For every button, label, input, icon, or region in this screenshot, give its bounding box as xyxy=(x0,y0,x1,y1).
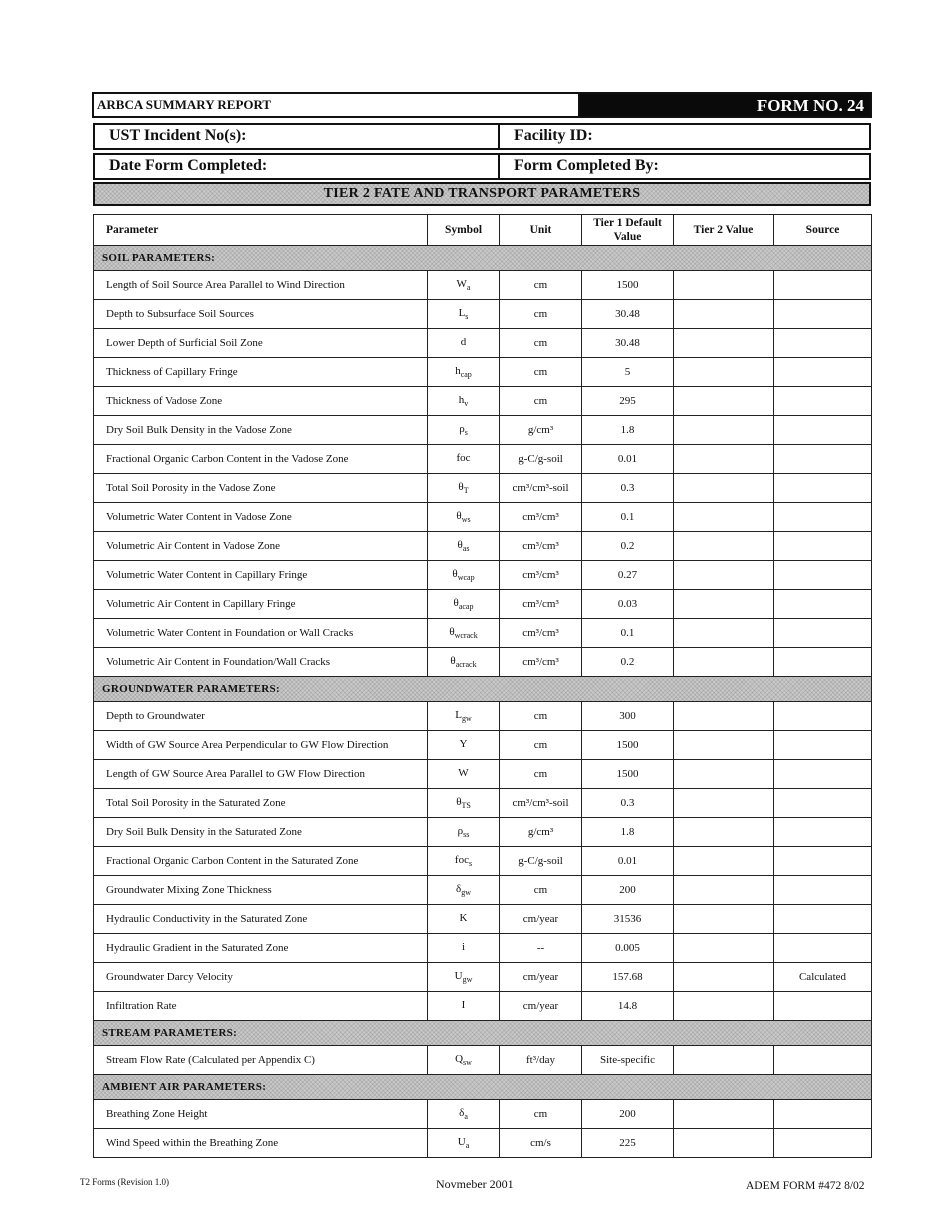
tier2-value-cell[interactable] xyxy=(674,818,774,847)
source-cell[interactable] xyxy=(774,445,872,474)
tier1-default-value: 1.8 xyxy=(582,416,674,445)
parameter-unit: ft³/day xyxy=(500,1046,582,1075)
tier2-value-cell[interactable] xyxy=(674,532,774,561)
symbol-main: foc xyxy=(454,853,469,866)
symbol-subscript: a xyxy=(466,283,471,293)
parameter-symbol xyxy=(428,847,500,876)
parameter-unit: cm xyxy=(500,760,582,789)
symbol-main: h xyxy=(458,393,465,406)
symbol-main: θ xyxy=(456,795,462,808)
parameter-unit: g-C/g-soil xyxy=(500,847,582,876)
parameter-row xyxy=(94,358,872,387)
symbol-subscript: as xyxy=(462,544,470,554)
tier2-value-cell[interactable] xyxy=(674,271,774,300)
symbol-main: θ xyxy=(456,509,462,522)
parameter-name: Dry Soil Bulk Density in the Vadose Zone xyxy=(94,416,428,445)
tier2-value-cell[interactable] xyxy=(674,963,774,992)
tier1-default-value: 0.005 xyxy=(582,934,674,963)
tier1-default-value: 295 xyxy=(582,387,674,416)
parameter-name: Volumetric Air Content in Vadose Zone xyxy=(94,532,428,561)
parameter-row xyxy=(94,963,872,992)
symbol-main: θ xyxy=(457,538,463,551)
parameter-symbol xyxy=(428,329,500,358)
source-cell[interactable] xyxy=(774,1100,872,1129)
source-cell[interactable] xyxy=(774,934,872,963)
tier1-default-value: 1500 xyxy=(582,760,674,789)
tier2-value-cell[interactable] xyxy=(674,445,774,474)
tier1-default-value: 300 xyxy=(582,702,674,731)
facility-id-label: Facility ID: xyxy=(514,127,593,144)
column-header-row xyxy=(94,215,872,246)
tier1-default-value: 30.48 xyxy=(582,329,674,358)
tier2-value-cell[interactable] xyxy=(674,503,774,532)
tier2-value-cell[interactable] xyxy=(674,1046,774,1075)
parameter-row xyxy=(94,590,872,619)
parameter-unit: cm³/cm³-soil xyxy=(500,789,582,818)
symbol-main: θ xyxy=(449,625,455,638)
parameter-unit: cm xyxy=(500,876,582,905)
symbol-subscript: gw xyxy=(462,975,473,985)
symbol-main: K xyxy=(459,911,468,924)
col-source: Source xyxy=(774,215,872,246)
parameter-name: Groundwater Mixing Zone Thickness xyxy=(94,876,428,905)
parameter-symbol xyxy=(428,760,500,789)
parameter-row xyxy=(94,329,872,358)
parameter-row xyxy=(94,445,872,474)
ust-incident-box xyxy=(93,123,500,150)
source-cell[interactable] xyxy=(774,590,872,619)
source-cell[interactable] xyxy=(774,561,872,590)
symbol-main: I xyxy=(461,998,466,1011)
parameter-row xyxy=(94,300,872,329)
parameter-unit: cm/year xyxy=(500,963,582,992)
parameter-symbol xyxy=(428,532,500,561)
ust-incident-label: UST Incident No(s): xyxy=(109,127,247,144)
symbol-subscript: ws xyxy=(461,515,471,525)
parameter-unit: -- xyxy=(500,934,582,963)
symbol-main: θ xyxy=(452,567,458,580)
tier1-default-value: 0.2 xyxy=(582,648,674,677)
completed-by-box xyxy=(498,153,871,180)
symbol-main: W xyxy=(456,277,467,290)
tier1-default-value: 200 xyxy=(582,1100,674,1129)
parameter-unit: cm³/cm³ xyxy=(500,590,582,619)
footer-form-number: ADEM FORM #472 8/02 xyxy=(746,1180,865,1192)
symbol-main: U xyxy=(457,1135,466,1148)
tier1-default-value: 30.48 xyxy=(582,300,674,329)
parameter-unit: cm/s xyxy=(500,1129,582,1158)
tier1-default-value: 200 xyxy=(582,876,674,905)
tier1-default-value: 0.1 xyxy=(582,503,674,532)
symbol-subscript: wcap xyxy=(457,573,475,583)
parameter-row xyxy=(94,503,872,532)
parameter-symbol xyxy=(428,1129,500,1158)
symbol-main: h xyxy=(455,364,461,377)
parameter-name: Breathing Zone Height xyxy=(94,1100,428,1129)
tier2-value-cell[interactable] xyxy=(674,731,774,760)
parameter-name: Length of Soil Source Area Parallel to Wind Direction xyxy=(94,271,428,300)
source-cell[interactable] xyxy=(774,416,872,445)
parameter-unit: cm xyxy=(500,271,582,300)
parameter-name: Wind Speed within the Breathing Zone xyxy=(94,1129,428,1158)
parameter-name: Depth to Subsurface Soil Sources xyxy=(94,300,428,329)
source-cell[interactable] xyxy=(774,1129,872,1158)
parameter-symbol xyxy=(428,619,500,648)
parameter-row xyxy=(94,934,872,963)
symbol-subscript: s xyxy=(465,312,469,322)
tier1-default-value: 31536 xyxy=(582,905,674,934)
symbol-main: Y xyxy=(459,737,468,750)
tier1-default-value: 0.1 xyxy=(582,619,674,648)
parameter-row xyxy=(94,905,872,934)
facility-id-box xyxy=(498,123,871,150)
tier2-value-cell[interactable] xyxy=(674,934,774,963)
symbol-subscript: T xyxy=(463,486,469,496)
tier1-default-value: 1500 xyxy=(582,731,674,760)
parameter-row xyxy=(94,876,872,905)
tier2-value-cell[interactable] xyxy=(674,905,774,934)
parameter-name: Volumetric Water Content in Vadose Zone xyxy=(94,503,428,532)
parameter-symbol xyxy=(428,416,500,445)
parameter-symbol xyxy=(428,474,500,503)
parameter-row xyxy=(94,847,872,876)
symbol-subscript: ss xyxy=(463,830,470,840)
symbol-main: d xyxy=(460,335,467,348)
parameter-name: Fractional Organic Carbon Content in the Vadose Zone xyxy=(94,445,428,474)
section-header-row xyxy=(94,1075,872,1100)
footer-revision: T2 Forms (Revision 1.0) xyxy=(80,1177,169,1187)
tier2-value-cell[interactable] xyxy=(674,590,774,619)
parameter-symbol xyxy=(428,731,500,760)
parameter-row xyxy=(94,561,872,590)
tier1-default-value: 0.27 xyxy=(582,561,674,590)
parameter-symbol xyxy=(428,702,500,731)
parameter-name: Volumetric Air Content in Foundation/Wall Cracks xyxy=(94,648,428,677)
source-cell[interactable] xyxy=(774,474,872,503)
parameter-name: Volumetric Air Content in Capillary Fringe xyxy=(94,590,428,619)
tier1-default-value: 1.8 xyxy=(582,818,674,847)
tier1-default-value: 225 xyxy=(582,1129,674,1158)
symbol-main: δ xyxy=(456,882,462,895)
source-cell[interactable] xyxy=(774,387,872,416)
source-cell[interactable] xyxy=(774,789,872,818)
parameter-symbol xyxy=(428,387,500,416)
parameter-symbol xyxy=(428,1046,500,1075)
tier1-default-value: 0.2 xyxy=(582,532,674,561)
tier2-value-cell[interactable] xyxy=(674,387,774,416)
parameter-symbol xyxy=(428,818,500,847)
tier1-default-value: 157.68 xyxy=(582,963,674,992)
parameter-unit: cm xyxy=(500,358,582,387)
parameter-name: Volumetric Water Content in Foundation or Wall Cracks xyxy=(94,619,428,648)
form-number-box xyxy=(578,92,872,118)
parameter-symbol xyxy=(428,590,500,619)
parameter-symbol xyxy=(428,503,500,532)
parameter-row xyxy=(94,760,872,789)
parameter-name: Infiltration Rate xyxy=(94,992,428,1021)
symbol-subscript: gw xyxy=(461,714,472,724)
parameter-unit: cm/year xyxy=(500,992,582,1021)
tier1-default-value: 14.8 xyxy=(582,992,674,1021)
footer-date: Novmeber 2001 xyxy=(436,1177,514,1191)
tier1-default-value: 0.03 xyxy=(582,590,674,619)
col-symbol: Symbol xyxy=(428,215,500,246)
symbol-main: θ xyxy=(458,480,464,493)
form-number: FORM NO. 24 xyxy=(756,96,864,115)
source-cell[interactable] xyxy=(774,876,872,905)
parameter-symbol xyxy=(428,1100,500,1129)
parameter-symbol xyxy=(428,271,500,300)
parameter-name: Fractional Organic Carbon Content in the Saturated Zone xyxy=(94,847,428,876)
symbol-subscript: cap xyxy=(460,370,472,380)
section-header-row xyxy=(94,246,872,271)
parameter-name: Hydraulic Gradient in the Saturated Zone xyxy=(94,934,428,963)
symbol-main: ρ xyxy=(459,422,465,435)
tier2-value-cell[interactable] xyxy=(674,847,774,876)
source-cell[interactable]: Calculated xyxy=(774,963,872,992)
tier2-value-cell[interactable] xyxy=(674,300,774,329)
parameter-unit: cm³/cm³ xyxy=(500,619,582,648)
parameter-unit: cm³/cm³ xyxy=(500,648,582,677)
symbol-subscript: v xyxy=(464,399,469,409)
section-banner xyxy=(93,182,871,206)
symbol-subscript: acap xyxy=(458,602,474,612)
parameter-row xyxy=(94,789,872,818)
parameter-unit: cm xyxy=(500,387,582,416)
source-cell[interactable] xyxy=(774,358,872,387)
parameter-symbol xyxy=(428,934,500,963)
parameter-name: Groundwater Darcy Velocity xyxy=(94,963,428,992)
tier1-default-value: 0.3 xyxy=(582,789,674,818)
tier1-default-value: Site-specific xyxy=(582,1046,674,1075)
parameter-name: Total Soil Porosity in the Vadose Zone xyxy=(94,474,428,503)
parameter-row xyxy=(94,818,872,847)
parameter-unit: cm/year xyxy=(500,905,582,934)
tier2-value-cell[interactable] xyxy=(674,876,774,905)
tier1-default-value: 1500 xyxy=(582,271,674,300)
col-tier2: Tier 2 Value xyxy=(674,215,774,246)
tier1-default-value: 5 xyxy=(582,358,674,387)
section-header-row xyxy=(94,1021,872,1046)
symbol-main: i xyxy=(461,940,466,953)
parameter-unit: cm xyxy=(500,731,582,760)
parameter-unit: cm³/cm³-soil xyxy=(500,474,582,503)
parameter-symbol xyxy=(428,963,500,992)
parameter-unit: g/cm³ xyxy=(500,416,582,445)
symbol-subscript: s xyxy=(464,428,468,438)
parameter-row xyxy=(94,416,872,445)
tier2-value-cell[interactable] xyxy=(674,329,774,358)
col-unit: Unit xyxy=(500,215,582,246)
parameter-row xyxy=(94,532,872,561)
parameter-name: Hydraulic Conductivity in the Saturated Zone xyxy=(94,905,428,934)
parameter-symbol xyxy=(428,992,500,1021)
symbol-main: θ xyxy=(450,654,456,667)
section-title: SOIL PARAMETERS: xyxy=(94,246,872,271)
parameter-unit: cm xyxy=(500,300,582,329)
tier2-value-cell[interactable] xyxy=(674,992,774,1021)
parameter-name: Depth to Groundwater xyxy=(94,702,428,731)
completed-by-label: Form Completed By: xyxy=(514,157,659,174)
symbol-main: ρ xyxy=(457,824,464,837)
source-cell[interactable] xyxy=(774,300,872,329)
tier2-value-cell[interactable] xyxy=(674,760,774,789)
symbol-subscript: acrack xyxy=(455,660,477,670)
parameter-unit: cm xyxy=(500,1100,582,1129)
report-title: ARBCA SUMMARY REPORT xyxy=(97,97,272,112)
symbol-main: Q xyxy=(455,1052,464,1065)
parameter-row xyxy=(94,1046,872,1075)
parameter-symbol xyxy=(428,789,500,818)
col-parameter: Parameter xyxy=(94,215,428,246)
parameter-row xyxy=(94,731,872,760)
symbol-subscript: wcrack xyxy=(454,631,478,641)
symbol-subscript: a xyxy=(464,1112,468,1122)
parameter-symbol xyxy=(428,300,500,329)
tier1-default-value: 0.3 xyxy=(582,474,674,503)
parameters-table xyxy=(93,214,872,1158)
parameter-name: Stream Flow Rate (Calculated per Appendix C) xyxy=(94,1046,428,1075)
parameter-name: Width of GW Source Area Perpendicular to GW Flow Direction xyxy=(94,731,428,760)
source-cell[interactable] xyxy=(774,1046,872,1075)
parameter-row xyxy=(94,271,872,300)
parameter-row xyxy=(94,1129,872,1158)
section-title: STREAM PARAMETERS: xyxy=(94,1021,872,1046)
symbol-subscript: sw xyxy=(463,1058,472,1068)
parameter-name: Thickness of Vadose Zone xyxy=(94,387,428,416)
date-completed-box xyxy=(93,153,500,180)
parameter-unit: cm³/cm³ xyxy=(500,561,582,590)
symbol-main: L xyxy=(455,708,462,721)
parameter-row xyxy=(94,992,872,1021)
tier1-default-value: 0.01 xyxy=(582,847,674,876)
tier2-value-cell[interactable] xyxy=(674,474,774,503)
parameter-unit: cm xyxy=(500,329,582,358)
parameter-name: Thickness of Capillary Fringe xyxy=(94,358,428,387)
parameter-symbol xyxy=(428,876,500,905)
tier2-value-cell[interactable] xyxy=(674,619,774,648)
source-cell[interactable] xyxy=(774,760,872,789)
source-cell[interactable] xyxy=(774,619,872,648)
tier2-value-cell[interactable] xyxy=(674,648,774,677)
parameter-row xyxy=(94,702,872,731)
symbol-subscript: gw xyxy=(461,888,471,898)
source-cell[interactable] xyxy=(774,818,872,847)
parameter-name: Lower Depth of Surficial Soil Zone xyxy=(94,329,428,358)
tier2-value-cell[interactable] xyxy=(674,1129,774,1158)
symbol-main: U xyxy=(454,969,463,982)
parameter-name: Total Soil Porosity in the Saturated Zone xyxy=(94,789,428,818)
symbol-subscript: a xyxy=(465,1141,470,1151)
symbol-main: L xyxy=(458,306,466,319)
source-cell[interactable] xyxy=(774,648,872,677)
source-cell[interactable] xyxy=(774,532,872,561)
source-cell[interactable] xyxy=(774,731,872,760)
parameter-unit: cm xyxy=(500,702,582,731)
parameter-row xyxy=(94,387,872,416)
tier2-value-cell[interactable] xyxy=(674,1100,774,1129)
section-title: GROUNDWATER PARAMETERS: xyxy=(94,677,872,702)
tier2-value-cell[interactable] xyxy=(674,561,774,590)
tier2-value-cell[interactable] xyxy=(674,702,774,731)
section-header-row xyxy=(94,677,872,702)
source-cell[interactable] xyxy=(774,992,872,1021)
symbol-subscript: s xyxy=(468,859,473,869)
source-cell[interactable] xyxy=(774,905,872,934)
parameter-name: Dry Soil Bulk Density in the Saturated Zone xyxy=(94,818,428,847)
source-cell[interactable] xyxy=(774,847,872,876)
source-cell[interactable] xyxy=(774,503,872,532)
symbol-main: W xyxy=(458,766,469,779)
source-cell[interactable] xyxy=(774,702,872,731)
symbol-main: δ xyxy=(459,1106,465,1119)
report-title-box xyxy=(92,92,579,118)
parameter-name: Volumetric Water Content in Capillary Fringe xyxy=(94,561,428,590)
parameter-name: Length of GW Source Area Parallel to GW Flow Direction xyxy=(94,760,428,789)
section-title: AMBIENT AIR PARAMETERS: xyxy=(94,1075,872,1100)
tier1-default-value: 0.01 xyxy=(582,445,674,474)
symbol-main: foc xyxy=(456,451,471,464)
parameter-row xyxy=(94,619,872,648)
parameter-unit: g/cm³ xyxy=(500,818,582,847)
parameter-unit: g-C/g-soil xyxy=(500,445,582,474)
col-tier1: Tier 1 Default Value xyxy=(582,215,674,246)
parameter-row xyxy=(94,1100,872,1129)
date-completed-label: Date Form Completed: xyxy=(109,157,268,174)
parameter-unit: cm³/cm³ xyxy=(500,503,582,532)
parameter-row xyxy=(94,648,872,677)
tier2-value-cell[interactable] xyxy=(674,789,774,818)
tier2-value-cell[interactable] xyxy=(674,416,774,445)
parameter-symbol xyxy=(428,358,500,387)
symbol-subscript: TS xyxy=(461,801,471,811)
parameter-symbol xyxy=(428,561,500,590)
parameter-symbol xyxy=(428,905,500,934)
banner-title: TIER 2 FATE AND TRANSPORT PARAMETERS xyxy=(323,186,641,201)
parameter-row xyxy=(94,474,872,503)
symbol-main: θ xyxy=(453,596,459,609)
source-cell[interactable] xyxy=(774,329,872,358)
parameter-unit: cm³/cm³ xyxy=(500,532,582,561)
source-cell[interactable] xyxy=(774,271,872,300)
parameter-symbol xyxy=(428,445,500,474)
parameter-symbol xyxy=(428,648,500,677)
tier2-value-cell[interactable] xyxy=(674,358,774,387)
